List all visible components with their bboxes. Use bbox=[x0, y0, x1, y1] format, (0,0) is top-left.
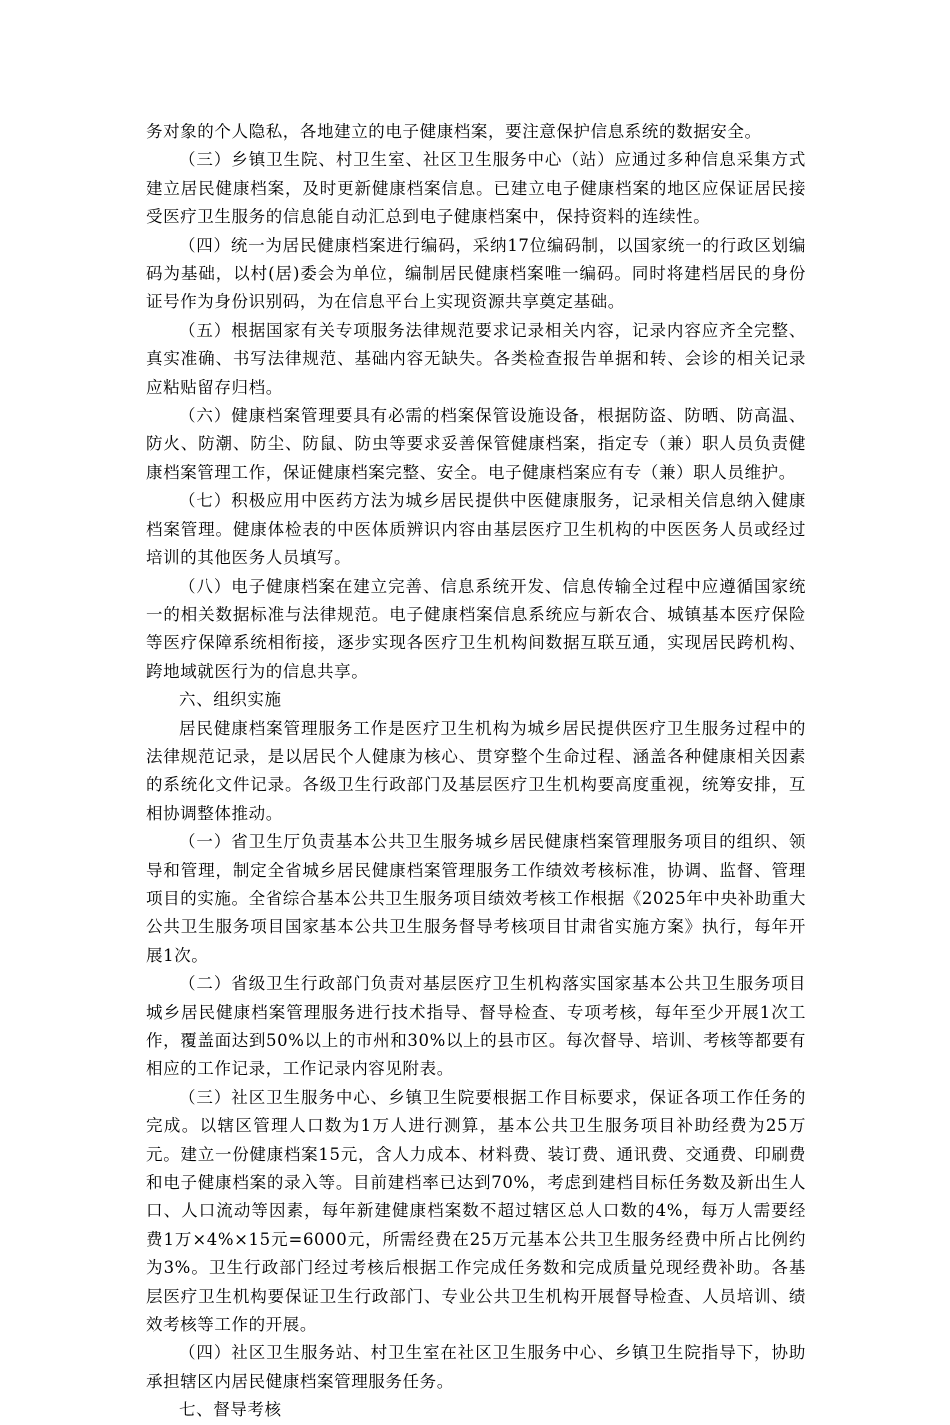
paragraph-item-6: （六）健康档案管理要具有必需的档案保管设施设备，根据防盗、防晒、防高温、防火、防潮、防尘、防鼠、防虫等要求妥善保管健康档案，指定专（兼）职人员负责健康档案管理工作，保证健康档案完整、安全。电子健康档案应有专（兼）职人员维护。 bbox=[146, 406, 806, 482]
paragraph-item-7: （七）积极应用中医药方法为城乡居民提供中医健康服务，记录相关信息纳入健康档案管理。健康体检表的中医体质辨识内容由基层医疗卫生机构的中医医务人员或经过培训的其他医务人员填写。 bbox=[146, 491, 806, 568]
section-heading-7: 七、督导考核 bbox=[179, 1400, 282, 1420]
paragraph-section-6-item-2: （二）省级卫生行政部门负责对基层医疗卫生机构落实国家基本公共卫生服务项目城乡居民健康档案管理服务进行技术指导、督导检查、专项考核，每年至少开展1次工作，覆盖面达到50%以上的市州和30%以上的县市区。每次督导、培训、考核等都要有相应的工作记录，工作记录内容见附表。 bbox=[146, 974, 806, 1079]
section-heading-6: 六、组织实施 bbox=[179, 690, 282, 710]
document-page bbox=[146, 118, 806, 1425]
paragraph-item-8: （八）电子健康档案在建立完善、信息系统开发、信息传输全过程中应遵循国家统一的相关数据标准与法律规范。电子健康档案信息系统应与新农合、城镇基本医疗保险等医疗保障系统相衔接，逐步实现各医疗卫生机构间数据互联互通，实现居民跨机构、跨地域就医行为的信息共享。 bbox=[146, 576, 806, 681]
paragraph-item-5: （五）根据国家有关专项服务法律规范要求记录相关内容，记录内容应齐全完整、真实准确、书写法律规范、基础内容无缺失。各类检查报告单据和转、会诊的相关记录应粘贴留存归档。 bbox=[146, 320, 806, 397]
paragraph-section-6-item-3: （三）社区卫生服务中心、乡镇卫生院要根据工作目标要求，保证各项工作任务的完成。以辖区管理人口数为1万人进行测算，基本公共卫生服务项目补助经费为25万元。建立一份健康档案15元，含人力成本、材料费、装订费、通讯费、交通费、印刷费和电子健康档案的录入等。目前建档率已达到70%，考虑到建档目标任务数及新出生人口、人口流动等因素，每年新建健康档案数不超过辖区总人口数的4%，每万人需要经费1万×4%×15元=6000元，所需经费在25万元基本公共卫生服务经费中所占比例约为3%。卫生行政部门经过考核后根据工作完成任务数和完成质量兑现经费补助。各基层医疗卫生机构要保证卫生行政部门、专业公共卫生机构开展督导检查、人员培训、绩效考核等工作的开展。 bbox=[146, 1087, 806, 1335]
paragraph-item-4: （四）统一为居民健康档案进行编码，采纳17位编码制，以国家统一的行政区划编码为基础，以村(居)委会为单位，编制居民健康档案唯一编码。同时将建档居民的身份证号作为身份识别码，为在信息平台上实现资源共享奠定基础。 bbox=[146, 235, 806, 312]
paragraph-section-6-item-1: （一）省卫生厅负责基本公共卫生服务城乡居民健康档案管理服务项目的组织、领导和管理，制定全省城乡居民健康档案管理服务工作绩效考核标准，协调、监督、管理项目的实施。全省综合基本公共卫生服务项目绩效考核工作根据《2025年中央补助重大公共卫生服务项目国家基本公共卫生服务督导考核项目甘肃省实施方案》执行，每年开展1次。 bbox=[146, 832, 806, 965]
paragraph-continuation: 务对象的个人隐私，各地建立的电子健康档案，要注意保护信息系统的数据安全。 bbox=[146, 122, 762, 141]
paragraph-item-3: （三）乡镇卫生院、村卫生室、社区卫生服务中心（站）应通过多种信息采集方式建立居民健康档案，及时更新健康档案信息。已建立电子健康档案的地区应保证居民接受医疗卫生服务的信息能自动汇总到电子健康档案中，保持资料的连续性。 bbox=[146, 150, 806, 227]
paragraph-section-6-item-4: （四）社区卫生服务站、村卫生室在社区卫生服务中心、乡镇卫生院指导下，协助承担辖区内居民健康档案管理服务任务。 bbox=[146, 1343, 806, 1391]
paragraph-section-6-intro: 居民健康档案管理服务工作是医疗卫生机构为城乡居民提供医疗卫生服务过程中的法律规范记录，是以居民个人健康为核心、贯穿整个生命过程、涵盖各种健康相关因素的系统化文件记录。各级卫生行政部门及基层医疗卫生机构要高度重视，统筹安排，互相协调整体推动。 bbox=[146, 718, 806, 823]
